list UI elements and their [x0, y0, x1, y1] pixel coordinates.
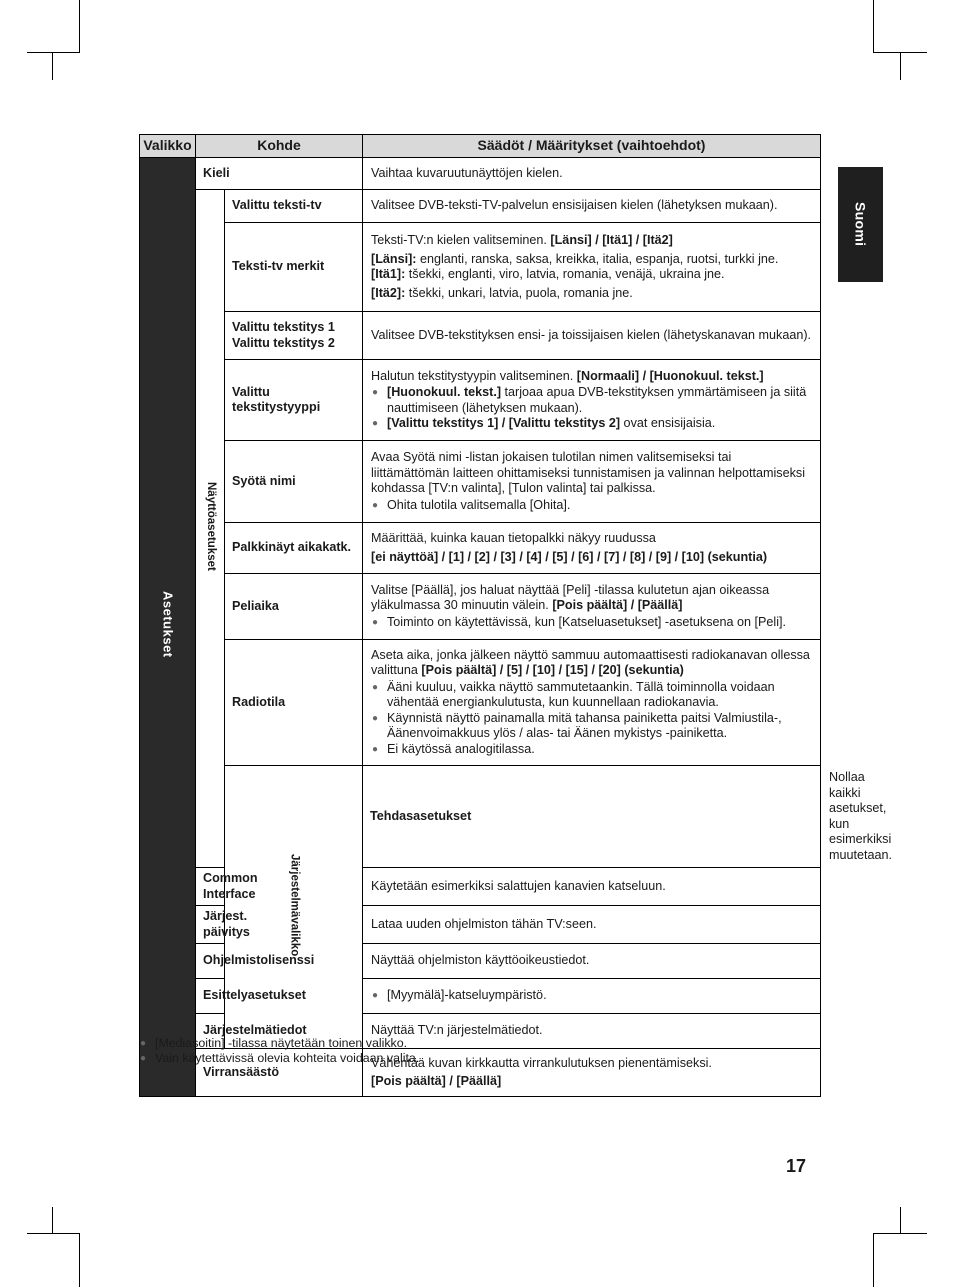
list-item: ● [Valittu tekstitys 1] / [Valittu tekstitys 2] ovat ensisijaisia. [371, 416, 812, 432]
item-esittelyasetukset: Esittelyasetukset [196, 979, 225, 1014]
item-virransaasto: Virransäästö [196, 1049, 363, 1097]
desc-teksti-tv-merkit: Teksti-TV:n kielen valitseminen. [Länsi] / [Itä1] / [Itä2] [Länsi]: englanti, ranska, saksa, kreikka, italia, espanja, ruotsi, turkki jne. [Itä1]: tšekki, englanti, viro, latvia, romania, venäjä, ukraina jne. [Itä2]: tšekki, unkari, latvia, puola, romania jne. [363, 223, 821, 312]
item-teksti-tv-merkit: Teksti-tv merkit [225, 223, 363, 312]
table-row [140, 360, 821, 441]
list-item: ● [Huonokuul. tekst.] tarjoaa apua DVB-tekstityksen ymmärtämiseen ja siitä nauttimiseen (lähetyksen mukaan). [371, 385, 812, 416]
table-row [140, 441, 821, 523]
table-row [140, 906, 821, 944]
desc-tekstitys: Valitsee DVB-tekstityksen ensi- ja toissijaisen kielen (lähetyskanavan mukaan). [363, 312, 821, 360]
header-settings: Säädöt / Määritykset (vaihtoehdot) [363, 135, 821, 158]
group-display [196, 190, 225, 868]
desc-peliaika: Valitse [Päällä], jos haluat näyttää [Peli] -tilassa kulutetun ajan oikeassa yläkulmassa 30 minuutin välein. [Pois päältä] / [Päällä] ● Toiminto on käytettävissä, kun [Katseluasetukset] -asetuksena on [Peli]. [363, 574, 821, 640]
table-row [140, 574, 821, 640]
table-row [140, 640, 821, 766]
table-row [140, 190, 821, 223]
list-item: ● Käynnistä näyttö painamalla mitä tahansa painiketta paitsi Valmiustila-, Äänenvoimakkuus ylös / alas- tai Äänen mykistys -painiketta. [371, 711, 812, 742]
group-system-label: Järjestelmävalikko [288, 853, 301, 956]
table-row [140, 868, 821, 906]
desc-syota-nimi: Avaa Syötä nimi -listan jokaisen tulotilan nimen valitsemiseksi tai liittämättömän laitteen ohittamiseksi tunnistamisen ja valinnan helpottamiseksi kohdassa [TV:n valinta], [Tulon valinta] tai palkissa. ● Ohita tulotila valitsemalla [Ohita]. [363, 441, 821, 523]
language-tab-label: Suomi [852, 202, 869, 247]
table-row: Järjestelmävalikko Tehdasasetukset Nollaa kaikki asetukset, kun esimerkiksi muutetaan. [140, 766, 821, 868]
group-display-label: Näyttöasetukset [204, 481, 217, 571]
table-row [140, 523, 821, 574]
desc-ohjelmistolisenssi: Näyttää ohjelmiston käyttöoikeustiedot. [363, 944, 821, 979]
crop-mark [52, 52, 53, 80]
item-teksti-tv: Valittu teksti-tv [225, 190, 363, 223]
list-item: ● Ohita tulotila valitsemalla [Ohita]. [371, 498, 812, 514]
crop-mark [900, 1207, 901, 1234]
crop-mark [900, 52, 901, 80]
menu-column [140, 158, 196, 1097]
desc-tekstitystyyppi: Halutun tekstitystyypin valitseminen. [Normaali] / [Huonokuul. tekst.] ● [Huonokuul. tekst.] tarjoaa apua DVB-tekstityksen ymmärtämiseen ja siitä nauttimiseen (lähetyksen mukaan). ● [Valittu tekstitys 1] / [Valittu tekstitys 2] ovat ensisijaisia. [363, 360, 821, 441]
footnote: ● [Mediasoitin] -tilassa näytetään toinen valikko. [140, 1036, 419, 1051]
crop-mark [873, 0, 874, 52]
table-header-row [140, 135, 821, 158]
crop-mark [873, 1233, 927, 1234]
page-number: 17 [786, 1156, 807, 1176]
desc-virransaasto: Vähentää kuvan kirkkautta virrankulutuksen pienentämiseksi. [Pois päältä] / [Päällä] [363, 1049, 821, 1097]
list-item: ● [Myymälä]-katseluympäristö. [371, 988, 812, 1004]
item-tehdasasetukset: Tehdasasetukset [363, 766, 821, 868]
item-tekstitystyyppi: Valittu tekstitystyyppi [225, 360, 363, 441]
desc-common-interface: Käytetään esimerkiksi salattujen kanavien katseluun. [363, 868, 821, 906]
item-kieli: Kieli [196, 158, 363, 190]
list-item: ● Toiminto on käytettävissä, kun [Katseluasetukset] -asetuksena on [Peli]. [371, 615, 812, 631]
item-common-interface: Common Interface [196, 868, 225, 906]
crop-mark [27, 1233, 80, 1234]
item-tekstitys: Valittu tekstitys 1 Valittu tekstitys 2 [225, 312, 363, 360]
crop-mark [52, 1207, 53, 1234]
item-jarjest-paivitys: Järjest. päivitys [196, 906, 225, 944]
item-ohjelmistolisenssi: Ohjelmistolisenssi [196, 944, 225, 979]
header-item: Kohde [196, 135, 363, 158]
desc-kieli: Vaihtaa kuvaruutunäyttöjen kielen. [363, 158, 821, 190]
crop-mark [873, 1233, 874, 1287]
table-row [140, 312, 821, 360]
item-palkkinayt: Palkkinäyt aikakatk. [225, 523, 363, 574]
crop-mark [79, 0, 80, 52]
footnote: ● Vain käytettävissä olevia kohteita voidaan valita. [140, 1051, 419, 1066]
crop-mark [27, 52, 80, 53]
crop-mark [79, 1233, 80, 1287]
language-tab [838, 167, 883, 282]
footnotes [140, 1036, 419, 1066]
list-item: ● Ääni kuuluu, vaikka näyttö sammutetaankin. Tällä toiminnolla voidaan vähentää energiankulutusta, kun kuunnellaan radiokanavia. [371, 680, 812, 711]
item-peliaika: Peliaika [225, 574, 363, 640]
group-system [225, 766, 363, 1049]
table-row [140, 158, 821, 190]
item-radiotila: Radiotila [225, 640, 363, 766]
table-row [140, 223, 821, 312]
menu-label: Asetukset [160, 591, 176, 659]
desc-teksti-tv: Valitsee DVB-teksti-TV-palvelun ensisijaisen kielen (lähetyksen mukaan). [363, 190, 821, 223]
desc-palkkinayt: Määrittää, kuinka kauan tietopalkki näkyy ruudussa [ei näyttöä] / [1] / [2] / [3] / [4] / [5] / [6] / [7] / [8] / [9] / [10] (sekuntia) [363, 523, 821, 574]
list-item: ● Ei käytössä analogitilassa. [371, 742, 812, 758]
item-jarjestelmatiedot: Järjestelmätiedot [196, 1014, 225, 1049]
desc-jarjestelmatiedot: Näyttää TV:n järjestelmätiedot. [363, 1014, 821, 1049]
desc-radiotila: Aseta aika, jonka jälkeen näyttö sammuu automaattisesti radiokanavan ollessa valittuna [Pois päältä] / [5] / [10] / [15] / [20] (sekuntia) ● Ääni kuuluu, vaikka näyttö sammutetaankin. Tällä toiminnolla voidaan vähentää energiankulutusta, kun kuunnellaan radiokanavia. ● Käynnistä näyttö painamalla mitä tahansa painiketta paitsi Valmiustila-, Äänenvoimakkuus ylös / alas- tai Äänen mykistys -painiketta. ● Ei käytössä analogitilassa. [363, 640, 821, 766]
item-syota-nimi: Syötä nimi [225, 441, 363, 523]
desc-jarjest-paivitys: Lataa uuden ohjelmiston tähän TV:seen. [363, 906, 821, 944]
desc-esittelyasetukset [363, 979, 821, 1014]
header-menu: Valikko [140, 135, 196, 158]
